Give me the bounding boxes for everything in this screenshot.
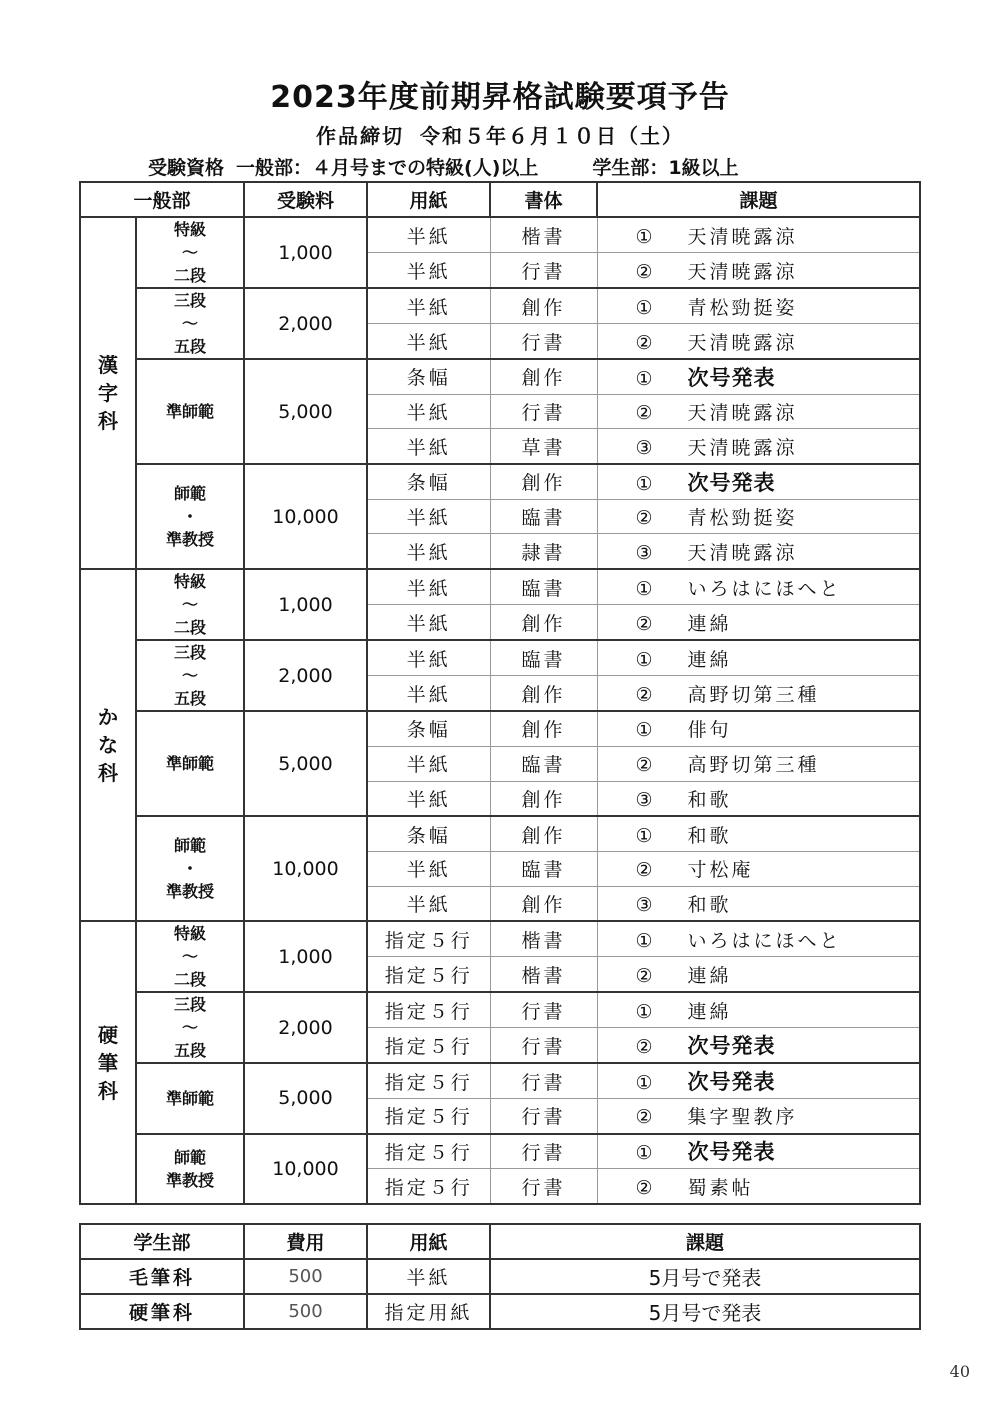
paper-cell: 半紙 — [367, 429, 490, 464]
topic-text: 高野切第三種 — [687, 754, 820, 777]
grade-label: 三段 — [173, 643, 206, 663]
table-row — [80, 359, 920, 394]
table-row — [80, 992, 920, 1028]
department-cell — [80, 217, 136, 569]
table-row — [80, 816, 920, 851]
topic-text: 連綿 — [687, 964, 732, 987]
student-topic: 5月号で発表 — [490, 1294, 920, 1329]
style-cell: 創作 — [490, 886, 597, 921]
grade-label: 準教授 — [165, 1170, 214, 1190]
grade-cell — [136, 464, 244, 569]
paper-cell: 半紙 — [367, 253, 490, 289]
grade-label: 〜 — [181, 595, 198, 615]
paper-cell: 条幅 — [367, 711, 490, 746]
topic-number: ③ — [635, 788, 653, 811]
header-topic: 課題 — [597, 182, 920, 217]
department-char: 科 — [98, 409, 118, 434]
topic-number: ③ — [635, 436, 653, 459]
grade-label: ・ — [181, 507, 198, 527]
topic-text: 和歌 — [687, 788, 732, 811]
grade-cell — [136, 217, 244, 288]
fee-cell: 5,000 — [244, 711, 367, 816]
topic-cell — [597, 534, 920, 569]
department-char: 科 — [98, 1078, 118, 1103]
topic-cell — [597, 1098, 920, 1133]
fee-cell: 10,000 — [244, 1134, 367, 1204]
topic-text: 天清暁露涼 — [687, 402, 798, 425]
grade-label: 特級 — [173, 572, 206, 592]
topic-number: ③ — [635, 893, 653, 916]
topic-number: ① — [635, 577, 653, 600]
style-cell: 臨書 — [490, 746, 597, 781]
table-row — [80, 640, 920, 676]
student-paper: 半紙 — [367, 1259, 490, 1294]
topic-cell — [597, 288, 920, 324]
grade-cell — [136, 359, 244, 464]
style-cell: 行書 — [490, 324, 597, 360]
table-row — [80, 217, 920, 253]
student-paper: 指定用紙 — [367, 1294, 490, 1329]
header-style: 書体 — [490, 182, 597, 217]
grade-label: ・ — [181, 859, 198, 879]
topic-text: 次号発表 — [687, 365, 776, 390]
student-fee: 500 — [244, 1259, 367, 1294]
paper-cell: 半紙 — [367, 781, 490, 816]
grade-label: 準師範 — [165, 754, 214, 774]
style-cell: 行書 — [490, 394, 597, 429]
topic-number: ② — [635, 964, 653, 987]
paper-cell: 半紙 — [367, 746, 490, 781]
topic-number: ② — [635, 260, 653, 283]
department-char: 筆 — [98, 1050, 118, 1075]
student-header-dept: 学生部 — [80, 1224, 244, 1259]
topic-text: 次号発表 — [687, 1034, 776, 1059]
header-dept: 一般部 — [80, 182, 244, 217]
topic-cell — [597, 711, 920, 746]
grade-label: 準師範 — [165, 402, 214, 422]
topic-cell — [597, 499, 920, 534]
table-row — [80, 464, 920, 499]
topic-cell — [597, 394, 920, 429]
topic-number: ② — [635, 859, 653, 882]
paper-cell: 半紙 — [367, 217, 490, 253]
topic-number: ② — [635, 683, 653, 706]
style-cell: 臨書 — [490, 569, 597, 605]
topic-cell — [597, 957, 920, 993]
fee-cell: 10,000 — [244, 464, 367, 569]
topic-number: ① — [635, 1000, 653, 1023]
grade-label: 特級 — [173, 220, 206, 239]
paper-cell: 半紙 — [367, 499, 490, 534]
grade-cell — [136, 921, 244, 992]
topic-text: 連綿 — [687, 612, 732, 635]
grade-label: 師範 — [173, 1147, 206, 1167]
student-topic: 5月号で発表 — [490, 1259, 920, 1294]
grade-label: 準教授 — [165, 882, 214, 902]
topic-cell — [597, 851, 920, 886]
deadline-line — [0, 120, 1000, 149]
department-char: 字 — [98, 381, 118, 406]
topic-cell — [597, 921, 920, 957]
topic-number: ② — [635, 507, 653, 530]
topic-text: 青松勁挺姿 — [687, 507, 798, 530]
fee-cell: 2,000 — [244, 992, 367, 1063]
paper-cell: 半紙 — [367, 569, 490, 605]
student-header-paper: 用紙 — [367, 1224, 490, 1259]
grade-label: 師範 — [173, 836, 206, 856]
topic-cell — [597, 781, 920, 816]
style-cell: 創作 — [490, 711, 597, 746]
table-row — [80, 921, 920, 957]
style-cell: 楷書 — [490, 957, 597, 993]
grade-label: 三段 — [173, 291, 206, 310]
grade-label: 二段 — [173, 618, 206, 638]
topic-cell — [597, 217, 920, 253]
topic-number: ① — [635, 472, 653, 495]
department-char: 科 — [98, 761, 118, 786]
style-cell: 行書 — [490, 1098, 597, 1133]
department-char: 硬 — [98, 1022, 118, 1047]
style-cell: 創作 — [490, 816, 597, 851]
topic-number: ② — [635, 331, 653, 354]
paper-cell: 指定５行 — [367, 921, 490, 957]
topic-cell — [597, 253, 920, 289]
grade-label: 準師範 — [165, 1088, 214, 1108]
page-number: 40 — [949, 1362, 970, 1381]
topic-cell — [597, 569, 920, 605]
paper-cell: 半紙 — [367, 288, 490, 324]
topic-text: 集字聖教序 — [687, 1106, 798, 1129]
fee-cell: 1,000 — [244, 921, 367, 992]
student-row — [80, 1259, 920, 1294]
topic-number: ② — [635, 1106, 653, 1129]
header-fee: 受験料 — [244, 182, 367, 217]
exam-table-header — [80, 182, 920, 217]
style-cell: 行書 — [490, 992, 597, 1028]
exam-table — [79, 181, 921, 1205]
paper-cell: 指定５行 — [367, 992, 490, 1028]
student-dept: 毛筆科 — [80, 1259, 244, 1294]
topic-cell — [597, 605, 920, 641]
paper-cell: 指定５行 — [367, 1098, 490, 1133]
topic-number: ③ — [635, 541, 653, 564]
grade-cell — [136, 288, 244, 359]
grade-label: 準教授 — [165, 530, 214, 550]
topic-cell — [597, 992, 920, 1028]
grade-label: 〜 — [181, 947, 198, 967]
topic-number: ② — [635, 1036, 653, 1059]
topic-text: 天清暁露涼 — [687, 331, 798, 354]
style-cell: 行書 — [490, 1134, 597, 1169]
topic-cell — [597, 746, 920, 781]
paper-cell: 半紙 — [367, 394, 490, 429]
grade-cell — [136, 569, 244, 640]
topic-cell — [597, 1063, 920, 1098]
topic-number: ② — [635, 402, 653, 425]
topic-cell — [597, 640, 920, 676]
paper-cell: 半紙 — [367, 886, 490, 921]
table-row — [80, 288, 920, 324]
grade-label: 〜 — [181, 666, 198, 686]
fee-cell: 1,000 — [244, 217, 367, 288]
student-table — [79, 1223, 921, 1330]
paper-cell: 指定５行 — [367, 1169, 490, 1204]
grade-cell — [136, 640, 244, 711]
grade-label: 二段 — [173, 970, 206, 990]
style-cell: 臨書 — [490, 851, 597, 886]
fee-cell: 2,000 — [244, 640, 367, 711]
department-char: か — [98, 705, 118, 730]
fee-cell: 10,000 — [244, 816, 367, 921]
fee-cell: 2,000 — [244, 288, 367, 359]
grade-label: 五段 — [173, 1041, 206, 1061]
department-cell — [80, 569, 136, 921]
grade-cell — [136, 1063, 244, 1133]
topic-cell — [597, 816, 920, 851]
department-char: 漢 — [98, 353, 118, 378]
grade-cell — [136, 1134, 244, 1204]
topic-text: 連綿 — [687, 648, 732, 671]
topic-number: ① — [635, 296, 653, 319]
paper-cell: 条幅 — [367, 359, 490, 394]
grade-label: 五段 — [173, 689, 206, 709]
grade-label: 〜 — [181, 1018, 198, 1038]
topic-number: ① — [635, 367, 653, 390]
student-header-fee: 費用 — [244, 1224, 367, 1259]
grade-label: 五段 — [173, 337, 206, 356]
fee-cell: 5,000 — [244, 359, 367, 464]
grade-label: 二段 — [173, 266, 206, 285]
topic-number: ① — [635, 719, 653, 742]
header-paper: 用紙 — [367, 182, 490, 217]
topic-number: ② — [635, 1176, 653, 1199]
paper-cell: 指定５行 — [367, 1028, 490, 1064]
topic-text: 天清暁露涼 — [687, 436, 798, 459]
paper-cell: 指定５行 — [367, 1063, 490, 1098]
topic-text: 高野切第三種 — [687, 683, 820, 706]
topic-text: いろはにほへと — [687, 577, 842, 600]
topic-text: いろはにほへと — [687, 929, 842, 952]
page-title: 2023年度前期昇格試験要項予告 — [270, 80, 730, 115]
topic-cell — [597, 1134, 920, 1169]
style-cell: 行書 — [490, 1063, 597, 1098]
paper-cell: 半紙 — [367, 676, 490, 712]
student-table-header — [80, 1224, 920, 1259]
style-cell: 創作 — [490, 359, 597, 394]
grade-label: 〜 — [181, 314, 198, 333]
topic-text: 次号発表 — [687, 1140, 776, 1165]
grade-cell — [136, 816, 244, 921]
topic-text: 青松勁挺姿 — [687, 296, 798, 319]
topic-text: 天清暁露涼 — [687, 225, 798, 248]
style-cell: 創作 — [490, 781, 597, 816]
student-dept: 硬筆科 — [80, 1294, 244, 1329]
grade-label: 三段 — [173, 995, 206, 1015]
paper-cell: 条幅 — [367, 816, 490, 851]
style-cell: 臨書 — [490, 640, 597, 676]
topic-cell — [597, 1169, 920, 1204]
style-cell: 草書 — [490, 429, 597, 464]
topic-text: 俳句 — [687, 719, 732, 742]
paper-cell: 半紙 — [367, 851, 490, 886]
topic-text: 蜀素帖 — [687, 1176, 754, 1199]
fee-cell: 1,000 — [244, 569, 367, 640]
paper-cell: 半紙 — [367, 324, 490, 360]
fee-cell: 5,000 — [244, 1063, 367, 1133]
paper-cell: 指定５行 — [367, 1134, 490, 1169]
grade-label: 特級 — [173, 924, 206, 944]
topic-number: ① — [635, 648, 653, 671]
style-cell: 創作 — [490, 676, 597, 712]
style-cell: 楷書 — [490, 217, 597, 253]
topic-number: ① — [635, 929, 653, 952]
topic-text: 天清暁露涼 — [687, 541, 798, 564]
topic-text: 和歌 — [687, 824, 732, 847]
paper-cell: 半紙 — [367, 534, 490, 569]
student-header-topic: 課題 — [490, 1224, 920, 1259]
topic-text: 次号発表 — [687, 1070, 776, 1095]
grade-cell — [136, 711, 244, 816]
paper-cell: 半紙 — [367, 605, 490, 641]
topic-number: ② — [635, 612, 653, 635]
qualification-student: 学生部：1級以上 — [592, 157, 739, 179]
topic-text: 連綿 — [687, 1000, 732, 1023]
style-cell: 行書 — [490, 1169, 597, 1204]
table-row — [80, 569, 920, 605]
department-cell — [80, 921, 136, 1204]
table-row — [80, 1134, 920, 1169]
style-cell: 臨書 — [490, 499, 597, 534]
paper-cell: 条幅 — [367, 464, 490, 499]
table-row — [80, 1063, 920, 1098]
qualification-line — [148, 153, 751, 180]
topic-text: 和歌 — [687, 893, 732, 916]
topic-text: 次号発表 — [687, 470, 776, 495]
qualification-label: 受験資格 — [148, 157, 225, 179]
grade-label: 〜 — [181, 243, 198, 262]
topic-cell — [597, 886, 920, 921]
style-cell: 創作 — [490, 605, 597, 641]
topic-cell — [597, 429, 920, 464]
grade-cell — [136, 992, 244, 1063]
topic-cell — [597, 324, 920, 360]
topic-number: ① — [635, 824, 653, 847]
topic-number: ② — [635, 754, 653, 777]
paper-cell: 半紙 — [367, 640, 490, 676]
style-cell: 創作 — [490, 288, 597, 324]
topic-cell — [597, 359, 920, 394]
style-cell: 隷書 — [490, 534, 597, 569]
deadline-date: 令和５年６月１０日（土） — [420, 124, 684, 148]
style-cell: 楷書 — [490, 921, 597, 957]
student-fee: 500 — [244, 1294, 367, 1329]
topic-number: ① — [635, 1142, 653, 1165]
paper-cell: 指定５行 — [367, 957, 490, 993]
topic-cell — [597, 1028, 920, 1064]
style-cell: 行書 — [490, 1028, 597, 1064]
student-row — [80, 1294, 920, 1329]
qualification-general: 一般部：４月号までの特級(人)以上 — [236, 157, 539, 179]
department-char: な — [98, 733, 118, 758]
topic-cell — [597, 676, 920, 712]
topic-text: 寸松庵 — [687, 859, 754, 882]
style-cell: 行書 — [490, 253, 597, 289]
topic-number: ① — [635, 1072, 653, 1095]
topic-number: ① — [635, 225, 653, 248]
style-cell: 創作 — [490, 464, 597, 499]
topic-cell — [597, 464, 920, 499]
grade-label: 師範 — [173, 484, 206, 504]
topic-text: 天清暁露涼 — [687, 260, 798, 283]
table-row — [80, 711, 920, 746]
deadline-label: 作品締切 — [316, 124, 404, 148]
